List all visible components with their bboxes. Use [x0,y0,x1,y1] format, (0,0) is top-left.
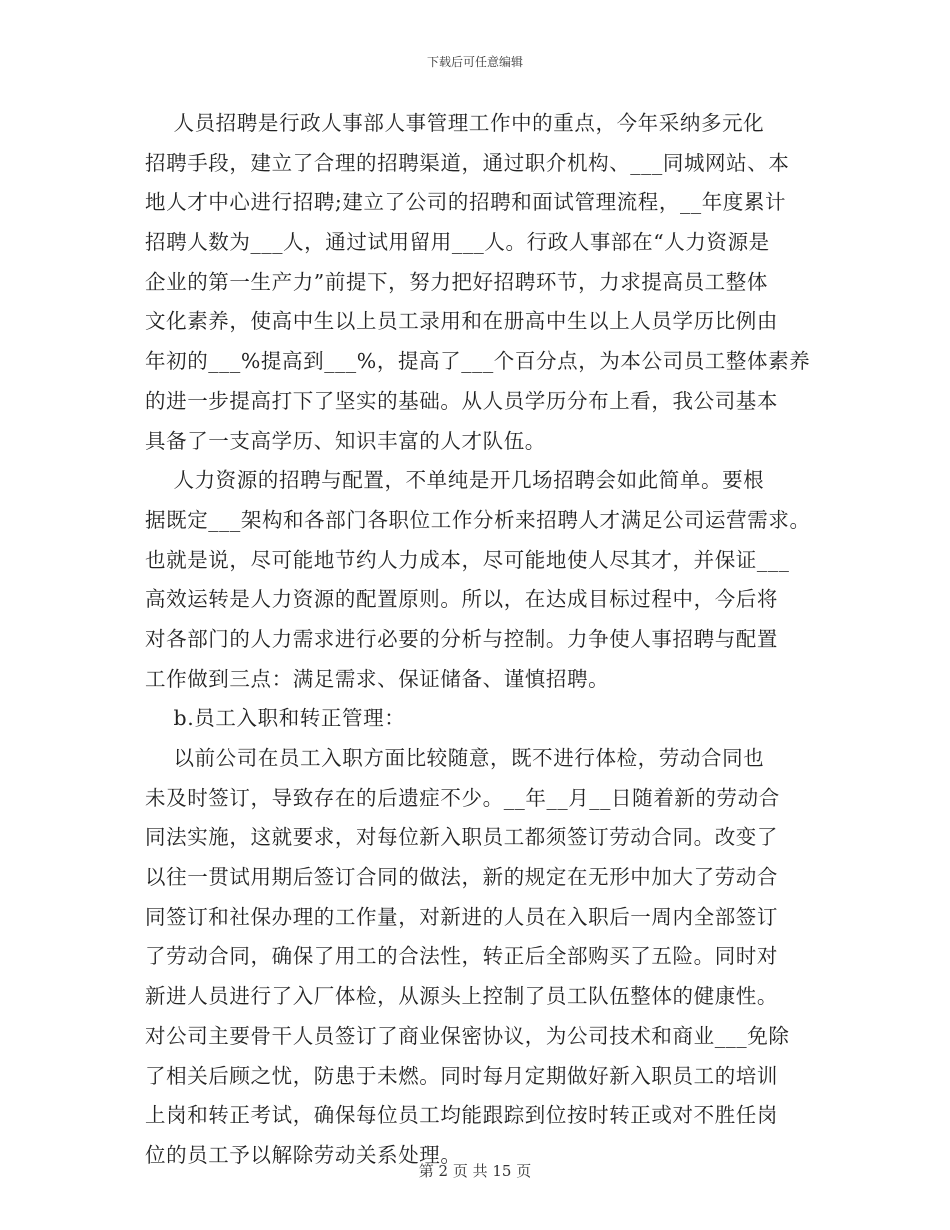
text-line: 上岗和转正考试，确保每位员工均能跟踪到位按时转正或对不胜任岗 [145,1103,778,1128]
section-heading: b.员工入职和转正管理： [145,706,406,731]
text-line: 同签订和社保办理的工作量，对新进的人员在入职后一周内全部签订 [145,904,778,929]
page-number: 第 2 页 共 15 页 [418,1162,532,1180]
text-line: 位的员工予以解除劳动关系处理。 [145,1142,462,1167]
text-line: 以前公司在员工入职方面比较随意，既不进行体检，劳动合同也 [145,746,765,770]
text-line: 新进人员进行了入厂体检，从源头上控制了员工队伍整体的健康性。 [145,984,778,1009]
text-line: 以往一贯试用期后签订合同的做法，新的规定在无形中加大了劳动合 [145,865,778,890]
text-line: 据既定___架构和各部门各职位工作分析来招聘人才满足公司运营需求。 [145,507,811,532]
text-line: 了相关后顾之忧，防患于未燃。同时每月定期做好新入职员工的培训 [145,1063,778,1088]
text-line: 工作做到三点：满足需求、保证储备、谨慎招聘。 [145,666,610,691]
text-line: 招聘手段，建立了合理的招聘渠道，通过职介机构、___同城网站、本 [145,150,790,175]
text-line: 了劳动合同，确保了用工的合法性，转正后全部购买了五险。同时对 [145,944,778,969]
text-line: 文化素养，使高中生以上员工录用和在册高中生以上人员学历比例由 [145,309,778,334]
text-line: 也就是说，尽可能地节约人力成本，尽可能地使人尽其才，并保证___ [145,547,790,572]
page-header: 下载后可任意编辑 [426,55,523,69]
text-line: 企业的第一生产力”前提下，努力把好招聘环节，力求提高员工整体 [145,269,768,294]
text-line: 人力资源的招聘与配置，不单纯是开几场招聘会如此简单。要根 [145,468,765,493]
text-line: 的进一步提高打下了坚实的基础。从人员学历分布上看，我公司基本 [145,388,778,413]
text-line: 地人才中心进行招聘;建立了公司的招聘和面试管理流程，__年度累计 [145,190,787,215]
text-line: 未及时签订，导致存在的后遗症不少。__年__月__日随着新的劳动合 [145,785,780,810]
text-line: 具备了一支高学历、知识丰富的人才队伍。 [145,428,546,453]
text-line: 高效运转是人力资源的配置原则。所以，在达成目标过程中，今后将 [145,587,778,612]
text-line: 对公司主要骨干人员签订了商业保密协议，为公司技术和商业___免除 [145,1023,790,1048]
text-line: 招聘人数为___人，通过试用留用___人。行政人事部在“人力资源是 [145,230,770,255]
text-line: 年初的___%提高到___%，提高了___个百分点，为本公司员工整体素养 [145,349,811,374]
text-line: 人员招聘是行政人事部人事管理工作中的重点，今年采纳多元化 [145,111,765,135]
text-line: 同法实施，这就要求，对每位新入职员工都须签订劳动合同。改变了 [145,825,778,850]
document-body [145,104,815,1176]
text-line: 对各部门的人力需求进行必要的分析与控制。力争使人事招聘与配置 [145,626,778,651]
